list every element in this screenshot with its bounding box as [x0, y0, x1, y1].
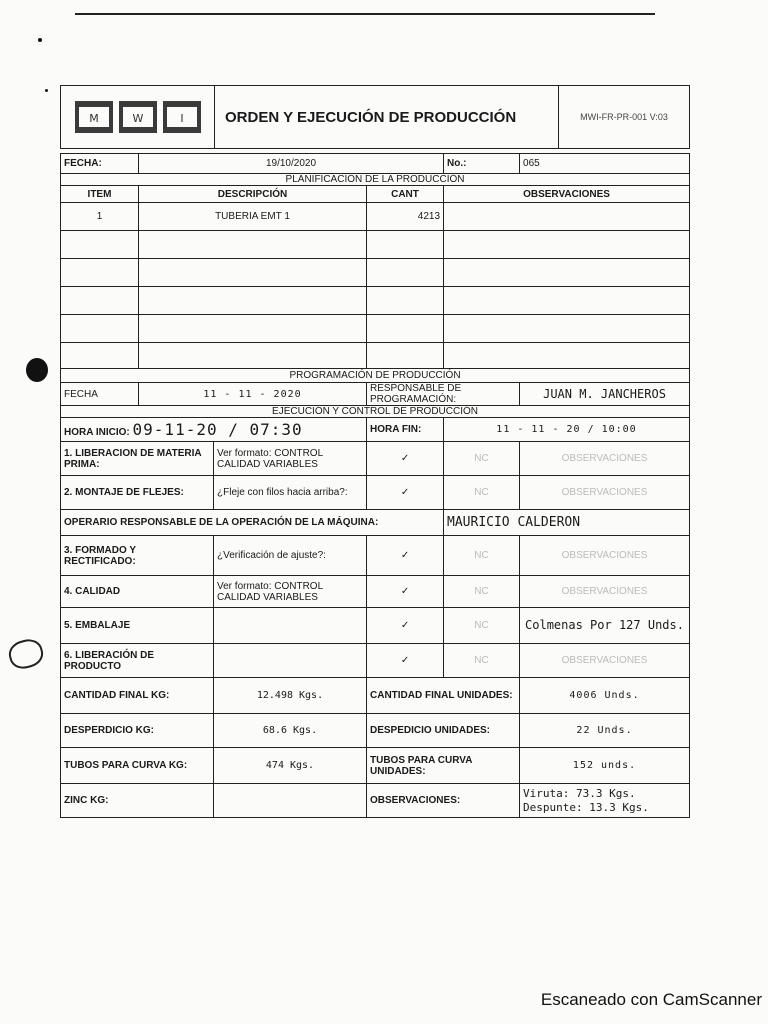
operario-field[interactable]: MAURICIO CALDERON: [444, 510, 690, 536]
hora-inicio-label: HORA INICIO:: [64, 427, 130, 438]
step-6-check[interactable]: ✓: [367, 644, 444, 678]
planificacion-title: PLANIFICACIÓN DE LA PRODUCCIÓN: [61, 174, 690, 186]
svg-text:M: M: [88, 112, 99, 125]
observaciones-line-1: Viruta: 73.3 Kgs.: [523, 786, 636, 800]
step-6-detail: [214, 644, 367, 678]
col-cant: CANT: [367, 186, 444, 203]
table-row: [61, 231, 690, 259]
descripcion-cell[interactable]: [139, 231, 367, 259]
cantidad-final-kg-label: CANTIDAD FINAL KG:: [61, 678, 214, 714]
descripcion-cell[interactable]: [139, 343, 367, 369]
obs-cell[interactable]: [444, 259, 690, 287]
obs-cell[interactable]: [444, 203, 690, 231]
step-5-check[interactable]: ✓: [367, 608, 444, 644]
mwi-logo-icon: [73, 97, 203, 137]
programacion-title: PROGRAMACIÓN DE PRODUCCIÓN: [61, 369, 690, 383]
production-order-form: [60, 153, 690, 818]
cantidad-final-kg-field[interactable]: 12.498 Kgs.: [214, 678, 367, 714]
observaciones-line-2: Despunte: 13.3 Kgs.: [523, 800, 649, 814]
descripcion-cell[interactable]: [139, 287, 367, 315]
observaciones-field[interactable]: [520, 784, 690, 818]
tubos-curva-kg-field[interactable]: 474 Kgs.: [214, 748, 367, 784]
item-cell[interactable]: [61, 287, 139, 315]
hora-inicio-field[interactable]: 09-11-20 / 07:30: [132, 420, 303, 439]
operario-label: OPERARIO RESPONSABLE DE LA OPERACIÓN DE LA MÁQUINA:: [61, 510, 444, 536]
step-3-label: 3. FORMADO Y RECTIFICADO:: [61, 536, 214, 576]
scan-speck: [45, 89, 48, 92]
cant-cell[interactable]: [367, 315, 444, 343]
step-4-label: 4. CALIDAD: [61, 576, 214, 608]
svg-text:W: W: [132, 112, 143, 125]
step-1-check[interactable]: ✓: [367, 442, 444, 476]
item-cell[interactable]: [61, 231, 139, 259]
scanner-watermark: Escaneado con CamScanner: [540, 990, 762, 1009]
prog-fecha-field[interactable]: 11 - 11 - 2020: [139, 383, 367, 406]
table-row: [61, 203, 690, 231]
step-3-check[interactable]: ✓: [367, 536, 444, 576]
step-5-nc[interactable]: NC: [444, 608, 520, 644]
cant-cell[interactable]: [367, 287, 444, 315]
step-5-detail: [214, 608, 367, 644]
step-6-nc[interactable]: NC: [444, 644, 520, 678]
step-5-obs[interactable]: Colmenas Por 127 Unds.: [520, 608, 690, 644]
obs-cell[interactable]: [444, 343, 690, 369]
cant-cell[interactable]: 4213: [367, 203, 444, 231]
tubos-curva-und-label: TUBOS PARA CURVA UNIDADES:: [367, 748, 520, 784]
fecha-field[interactable]: 19/10/2020: [139, 154, 444, 174]
col-item: ITEM: [61, 186, 139, 203]
no-field[interactable]: 065: [520, 154, 690, 174]
step-1-label: 1. LIBERACION DE MATERIA PRIMA:: [61, 442, 214, 476]
step-2-nc[interactable]: NC: [444, 476, 520, 510]
tubos-curva-kg-label: TUBOS PARA CURVA KG:: [61, 748, 214, 784]
no-label: No.:: [444, 154, 520, 174]
desperdicio-kg-label: DESPERDICIO KG:: [61, 714, 214, 748]
step-3-nc[interactable]: NC: [444, 536, 520, 576]
step-3-detail: ¿Verificación de ajuste?:: [214, 536, 367, 576]
table-row: [61, 259, 690, 287]
hora-fin-label: HORA FIN:: [367, 418, 444, 442]
prog-fecha-label: FECHA: [61, 383, 139, 406]
obs-cell[interactable]: [444, 315, 690, 343]
form-code: MWI-FR-PR-001 V:03: [580, 112, 668, 122]
cant-cell[interactable]: [367, 343, 444, 369]
step-4-detail: Ver formato: CONTROL CALIDAD VARIABLES: [214, 576, 367, 608]
step-1-obs[interactable]: OBSERVACIONES: [520, 442, 690, 476]
cantidad-final-und-field[interactable]: 4006 Unds.: [520, 678, 690, 714]
descripcion-cell[interactable]: [139, 259, 367, 287]
descripcion-cell[interactable]: TUBERIA EMT 1: [139, 203, 367, 231]
step-6-obs[interactable]: OBSERVACIONES: [520, 644, 690, 678]
despedicio-und-label: DESPEDICIO UNIDADES:: [367, 714, 520, 748]
cant-cell[interactable]: [367, 259, 444, 287]
tubos-curva-und-field[interactable]: 152 unds.: [520, 748, 690, 784]
item-cell[interactable]: [61, 343, 139, 369]
step-4-check[interactable]: ✓: [367, 576, 444, 608]
item-cell[interactable]: [61, 259, 139, 287]
desperdicio-kg-field[interactable]: 68.6 Kgs.: [214, 714, 367, 748]
form-header: [60, 85, 690, 149]
step-1-detail: Ver formato: CONTROL CALIDAD VARIABLES: [214, 442, 367, 476]
step-6-label: 6. LIBERACIÓN DE PRODUCTO: [61, 644, 214, 678]
step-3-obs[interactable]: OBSERVACIONES: [520, 536, 690, 576]
item-cell[interactable]: 1: [61, 203, 139, 231]
step-4-nc[interactable]: NC: [444, 576, 520, 608]
top-rule: [75, 13, 655, 15]
responsable-field[interactable]: JUAN M. JANCHEROS: [520, 383, 690, 406]
cantidad-final-und-label: CANTIDAD FINAL UNIDADES:: [367, 678, 520, 714]
table-row: [61, 287, 690, 315]
fecha-label: FECHA:: [61, 154, 139, 174]
table-row: [61, 315, 690, 343]
despedicio-und-field[interactable]: 22 Unds.: [520, 714, 690, 748]
descripcion-cell[interactable]: [139, 315, 367, 343]
col-descripcion: DESCRIPCIÓN: [139, 186, 367, 203]
col-observaciones: OBSERVACIONES: [444, 186, 690, 203]
form-title: ORDEN Y EJECUCIÓN DE PRODUCCIÓN: [215, 86, 559, 148]
punch-hole-outline: [6, 636, 46, 672]
step-4-obs[interactable]: OBSERVACIONES: [520, 576, 690, 608]
step-2-detail: ¿Fleje con filos hacia arriba?:: [214, 476, 367, 510]
step-2-obs[interactable]: OBSERVACIONES: [520, 476, 690, 510]
step-2-label: 2. MONTAJE DE FLEJES:: [61, 476, 214, 510]
step-1-nc[interactable]: NC: [444, 442, 520, 476]
company-logo: [61, 86, 215, 148]
hora-fin-field[interactable]: 11 - 11 - 20 / 10:00: [444, 418, 690, 442]
step-5-label: 5. EMBALAJE: [61, 608, 214, 644]
step-2-check[interactable]: ✓: [367, 476, 444, 510]
obs-cell[interactable]: [444, 287, 690, 315]
scan-speck: [38, 38, 42, 42]
punch-hole: [26, 358, 48, 382]
item-cell[interactable]: [61, 315, 139, 343]
svg-text:I: I: [179, 112, 184, 125]
obs-cell[interactable]: [444, 231, 690, 259]
zinc-kg-label: ZINC KG:: [61, 784, 214, 818]
observaciones-label: OBSERVACIONES:: [367, 784, 520, 818]
table-row: [61, 343, 690, 369]
cant-cell[interactable]: [367, 231, 444, 259]
responsable-label: RESPONSABLE DE PROGRAMACIÓN:: [367, 383, 520, 406]
zinc-kg-field[interactable]: [214, 784, 367, 818]
ejecucion-title: EJECUCIÓN Y CONTROL DE PRODUCCIÓN: [61, 406, 690, 418]
